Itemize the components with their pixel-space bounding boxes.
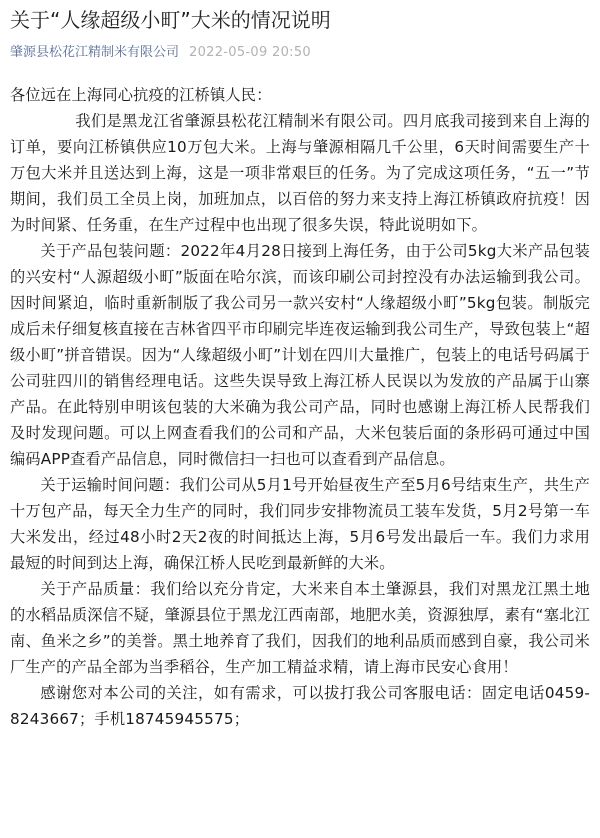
paragraph-intro: 我们是黑龙江省肇源县松花江精制米有限公司。四月底我司接到来自上海的订单，要向江桥镇供应10万包大米。上海与肇源相隔几千公里，6天时间需要生产十万包大米并且送达到上海，这是一项非常艰巨的任务。为了完成这项任务，“五一”节期间，我们员工全员上岗，加班加点，以百倍的努力来支持上海江桥镇政府抗疫！因为时间紧、任务重，在生产过程中也出现了很多失误，特此说明如下。 (10, 112, 590, 234)
paragraph-contact: 感谢您对本公司的关注，如有需求，可以拔打我公司客服电话：固定电话0459-8243667；手机18745945575； (10, 684, 590, 728)
greeting: 各位远在上海同心抗疫的江桥镇人民： (10, 86, 272, 104)
article-body (10, 82, 590, 732)
publish-time: 2022-05-09 20:50 (189, 45, 311, 60)
paragraph-transport: 关于运输时间问题：我们公司从5月1号开始昼夜生产至5月6号结束生产，共生产十万包产品，每天全力生产的同时，我们同步安排物流员工装车发货，5月2号第一车大米发出，经过48小时2天2夜的时间抵达上海，5月6号发出最后一车。我们力求用最短的时间到达上海，确保江桥人民吃到最新鲜的大米。 (10, 476, 590, 572)
account-name-link[interactable]: 肇源县松花江精制米有限公司 (10, 45, 180, 60)
paragraph-quality: 关于产品质量：我们给以充分肯定，大米来自本土肇源县，我们对黑龙江黑土地的水稻品质深信不疑，肇源县位于黑龙江西南部，地肥水美，资源独厚，素有“塞北江南、鱼米之乡”的美誉。黑土地养育了我们，因我们的地利品质而感到自豪，我公司米厂生产的产品全部为当季稻谷，生产加工精益求精，请上海市民安心食用！ (10, 580, 590, 676)
paragraph-packaging: 关于产品包装问题：2022年4月28日接到上海任务，由于公司5kg大米产品包装的兴安村“人源超级小町”版面在哈尔滨，而该印刷公司封控没有办法运输到我公司。因时间紧迫，临时重新制版了我公司另一款兴安村“人缘超级小町”5kg包装。制版完成后未仔细复核直接在吉林省四平市印刷完毕连夜运输到我公司生产，导致包装上“超级小町”拼音错误。因为“人缘超级小町”计划在四川大量推广，包装上的电话号码属于公司驻四川的销售经理电话。这些失误导致上海江桥人民误以为发放的产品属于山寨产品。在此特别申明该包装的大米确为我公司产品，同时也感谢上海江桥人民帮我们及时发现问题。可以上网查看我们的公司和产品，大米包装后面的条形码可通过中国编码APP查看产品信息，同时微信扫一扫也可以查看到产品信息。 (10, 242, 590, 468)
article-title: 关于“人缘超级小町”大米的情况说明 (10, 8, 331, 32)
article-meta (10, 44, 590, 62)
